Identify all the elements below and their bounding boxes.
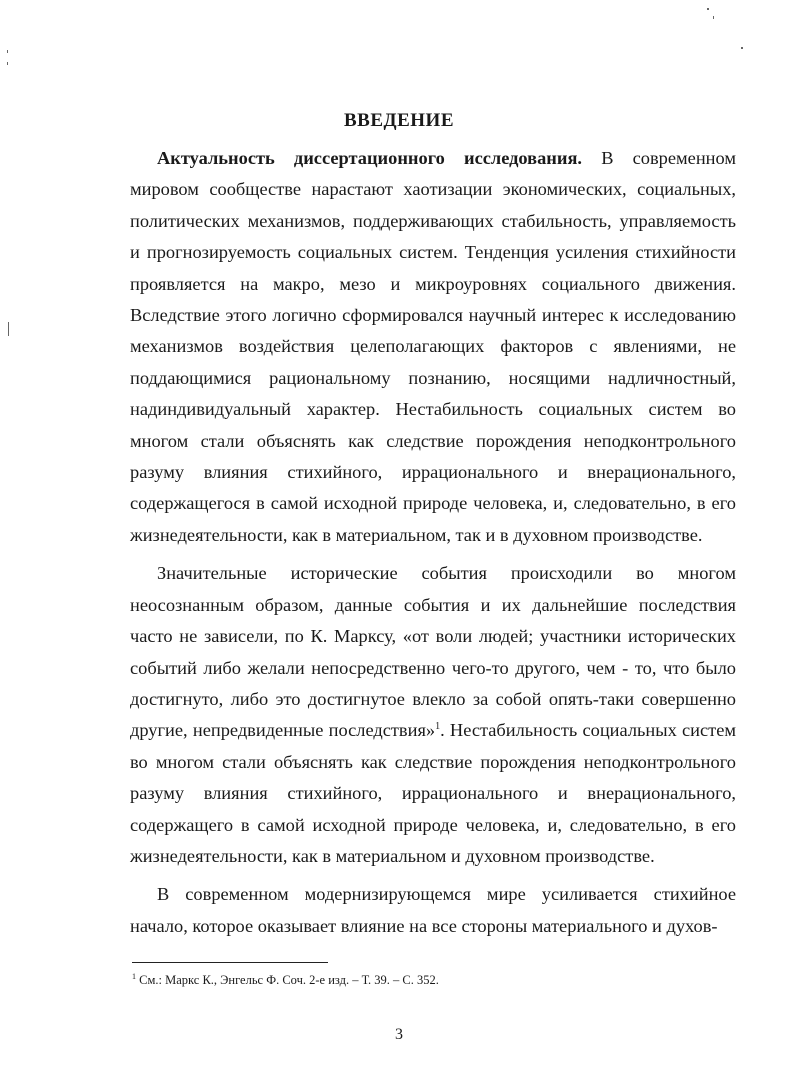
footnote-divider [132, 962, 328, 963]
body-text [130, 143, 736, 942]
paragraph-3 [130, 879, 736, 942]
paragraph-text: В современном мировом сообществе нарастают хаотизации экономических, социальных, политических механизмов, поддерживающих стабильность, управляемость и прогнозируемость социальных систем. Тенденция усиления стихийности проявляется на макро, мезо и микроуровнях социального движения. Вследствие этого логично сформировался научный интерес к исследованию механизмов воздействия целеполагающих факторов с явлениями, не поддающимися рациональному познанию, носящими надличностный, надиндивидуальный характер. Нестабильность социальных систем во многом стали объяснять как следствие порождения неподконтрольного разуму влияния стихийного, иррационального и внерационального, содержащегося в самой исходной природе человека, и, следовательно, в его жизнедеятельности, как в материальном, так и в духовном производстве. [130, 148, 736, 545]
footnote [132, 972, 439, 988]
scan-speck [7, 62, 8, 65]
paragraph-text: Значительные исторические события происходили во многом неосознанным образом, данные события и их дальнейшие последствия часто не зависели, по К. Марксу, «от воли людей; участники исторических событий либо желали непосредственно чего-то другого, чем - то, что было достигнуто, либо это достигнутое влекло за собой опять-таки совершенно другие, непредвиденные последствия» [130, 563, 736, 741]
paragraph-2 [130, 558, 736, 872]
footnote-text: См.: Маркс К., Энгельс Ф. Соч. 2-е изд. – Т. 39. – С. 352. [136, 973, 439, 987]
paragraph-text: . Нестабильность социальных систем во многом стали объяснять как следствие порождения неподконтрольного разуму влияния стихийного, иррационального и внерационального, содержащего в самой исходной природе человека, и, следовательно, в его жизнедеятельности, как в материальном и духовном производстве. [130, 720, 736, 866]
paragraph-text: В современном модернизирующемся мире усиливается стихийное начало, которое оказывает влияние на все стороны материального и духов- [130, 884, 736, 936]
scan-speck [713, 16, 714, 19]
page-number: 3 [395, 1026, 403, 1043]
page-title: ВВЕДЕНИЕ [344, 110, 454, 131]
scan-speck [741, 47, 743, 49]
footnote-reference: 1 [435, 721, 441, 733]
paragraph-lead: Актуальность диссертационного исследования. [157, 148, 583, 168]
scan-speck [707, 8, 709, 10]
footnote-marker: 1 [132, 971, 136, 981]
scan-speck [8, 322, 9, 336]
paragraph-1 [130, 143, 736, 551]
scan-speck [7, 50, 8, 53]
